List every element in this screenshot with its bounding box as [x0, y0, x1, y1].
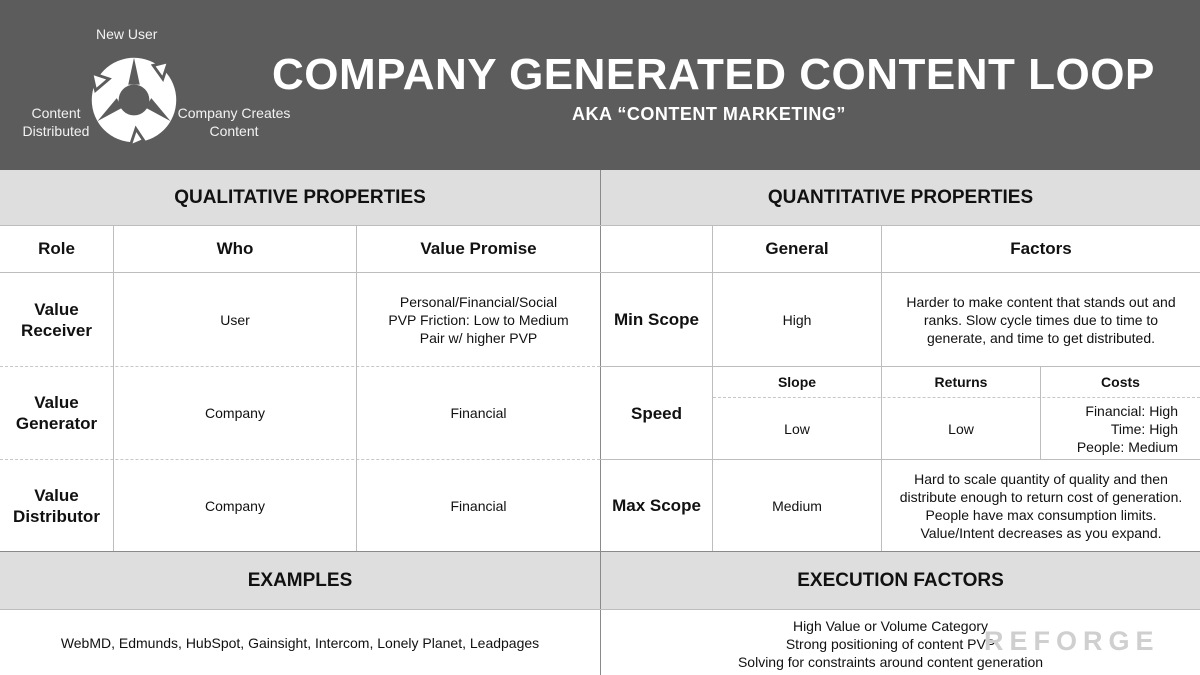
- loop-label-content-distributed: Content Distributed: [22, 105, 90, 139]
- col-header-blank: [601, 226, 712, 272]
- row-label-max-scope: Max Scope: [612, 496, 701, 515]
- loop-label-new-user: New User: [96, 26, 158, 42]
- promise-line: PVP Friction: Low to Medium: [388, 311, 569, 328]
- promise-value-distributor: Financial: [450, 497, 507, 514]
- speed-subheader-slope: Slope: [777, 374, 817, 390]
- factor-line: ranks. Slow cycle times due to time to: [923, 311, 1159, 328]
- role-value-receiver: Value Receiver: [21, 299, 92, 340]
- grid-line: [600, 366, 1200, 367]
- max-scope-general: Medium: [772, 497, 822, 514]
- speed-slope-value: Low: [784, 420, 810, 437]
- factor-line: Value/Intent decreases as you expand.: [920, 524, 1162, 541]
- page-subtitle: AKA “CONTENT MARKETING”: [572, 104, 846, 124]
- row-label-speed: Speed: [630, 403, 683, 423]
- speed-costs-value: [1041, 398, 1200, 459]
- role-value-distributor: Value Distributor: [13, 485, 100, 526]
- promise-line: Pair w/ higher PVP: [419, 329, 538, 346]
- center-divider: [600, 170, 601, 675]
- factor-line: Hard to scale quantity of quality and then: [914, 470, 1168, 487]
- promise-value-receiver: [357, 273, 600, 366]
- grid-line: [356, 226, 357, 551]
- quantitative-section-header: QUANTITATIVE PROPERTIES: [601, 170, 1200, 225]
- col-header-role: Role: [38, 239, 75, 258]
- cost-line: Time: High: [1110, 420, 1178, 437]
- speed-subheader-returns: Returns: [934, 374, 988, 390]
- page-title: COMPANY GENERATED CONTENT LOOP: [272, 50, 1155, 99]
- grid-line: [712, 226, 713, 551]
- who-value-receiver: User: [220, 311, 250, 328]
- speed-subheader-costs: Costs: [1101, 374, 1140, 390]
- loop-label-company-creates: Company Creates Content: [177, 105, 291, 139]
- grid-line: [1040, 367, 1041, 459]
- max-scope-factors: [882, 460, 1200, 551]
- cycle-arrows-icon: [86, 52, 182, 148]
- promise-line: Personal/Financial/Social: [399, 293, 558, 310]
- who-value-distributor: Company: [205, 497, 265, 514]
- grid-line: [0, 609, 1200, 610]
- col-header-value-promise: Value Promise: [420, 239, 537, 258]
- role-value-generator: Value Generator: [15, 393, 98, 433]
- col-header-factors: Factors: [1010, 239, 1072, 258]
- grid-line: [713, 397, 1200, 398]
- speed-returns-value: Low: [948, 420, 974, 437]
- execution-factor-item: Strong positioning of content PVP: [785, 635, 996, 652]
- examples-list: WebMD, Edmunds, HubSpot, Gainsight, Intercom, Lonely Planet, Leadpages: [60, 634, 540, 651]
- examples-section-header: EXAMPLES: [0, 552, 600, 609]
- grid-line: [113, 226, 114, 551]
- factor-line: distribute enough to return cost of generation.: [899, 488, 1183, 505]
- col-header-general: General: [765, 239, 829, 258]
- factor-line: Harder to make content that stands out and: [906, 293, 1176, 310]
- reforge-watermark: REFORGE: [984, 626, 1160, 656]
- grid-line: [0, 225, 1200, 226]
- qualitative-section-header: QUALITATIVE PROPERTIES: [0, 170, 600, 225]
- who-value-generator: Company: [205, 405, 265, 421]
- header-banner: [0, 0, 1200, 170]
- execution-section-header: EXECUTION FACTORS: [601, 552, 1200, 609]
- min-scope-factors: [882, 273, 1200, 366]
- factor-line: People have max consumption limits.: [925, 506, 1157, 523]
- cost-line: People: Medium: [1076, 438, 1178, 455]
- grid-line: [881, 226, 882, 551]
- grid-line: [600, 459, 1200, 460]
- grid-line: [0, 366, 600, 367]
- col-header-who: Who: [216, 239, 254, 258]
- execution-factor-item: High Value or Volume Category: [792, 617, 989, 634]
- grid-line: [0, 551, 1200, 552]
- grid-line: [0, 459, 600, 460]
- min-scope-general: High: [782, 311, 812, 328]
- promise-value-generator: Financial: [450, 405, 507, 421]
- grid-line: [0, 272, 1200, 273]
- execution-factor-item: Solving for constraints around content generation: [737, 653, 1044, 670]
- cost-line: Financial: High: [1085, 402, 1178, 419]
- row-label-min-scope: Min Scope: [613, 310, 699, 329]
- factor-line: generate, and time to get distributed.: [926, 329, 1156, 346]
